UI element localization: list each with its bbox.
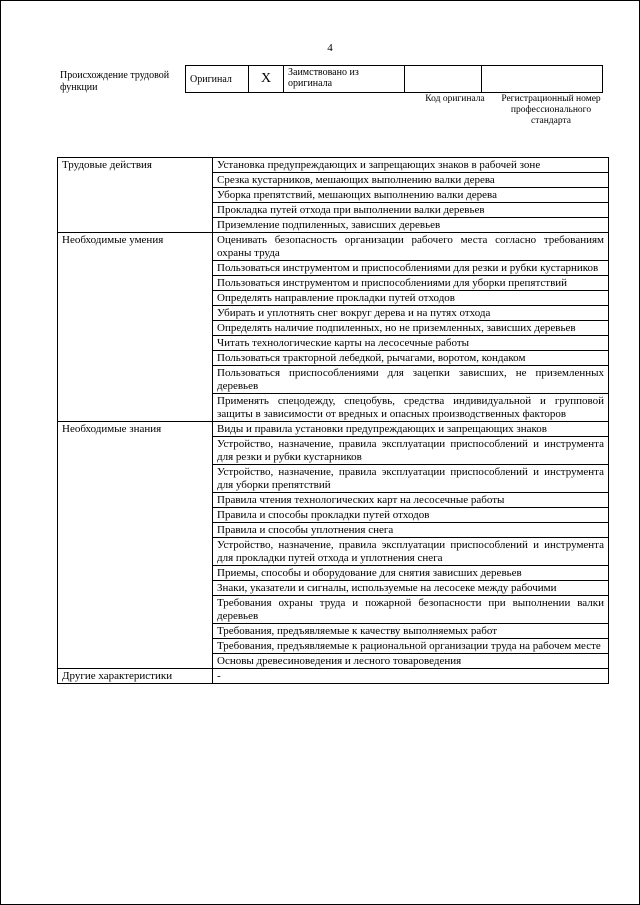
page-number: 4 (327, 42, 333, 54)
original-mark: X (249, 66, 284, 93)
table-row (58, 291, 609, 306)
section-item: Пользоваться инструментом и приспособлениями для резки и рубки кустарников (213, 261, 609, 276)
section-item: Пользоваться тракторной лебедкой, рычагами, воротом, кондаком (213, 351, 609, 366)
table-row (58, 261, 609, 276)
section-item: Требования охраны труда и пожарной безопасности при выполнении валки деревьев (213, 596, 609, 624)
table-row (58, 188, 609, 203)
borrowed-cell: Заимствовано из оригинала (284, 66, 405, 93)
section-title-spacer (58, 508, 213, 523)
labor-function-table (57, 157, 609, 684)
table-row (58, 276, 609, 291)
section-item: Срезка кустарников, мешающих выполнению валки дерева (213, 173, 609, 188)
table-row (58, 523, 609, 538)
section-title-spacer (58, 261, 213, 276)
section-title-spacer (58, 581, 213, 596)
table-row (58, 639, 609, 654)
section-title: Другие характеристики (58, 669, 213, 684)
section-item: Устройство, назначение, правила эксплуатации приспособлений и инструмента для уборки препятствий (213, 465, 609, 493)
section-item: Пользоваться приспособлениями для зацепки зависших, не приземленных деревьев (213, 366, 609, 394)
table-row (58, 437, 609, 465)
section-item: Приземление подпиленных, зависших деревьев (213, 218, 609, 233)
section-item: Установка предупреждающих и запрещающих знаков в рабочей зоне (213, 158, 609, 173)
section-item: Приемы, способы и оборудование для снятия зависших деревьев (213, 566, 609, 581)
section-title-spacer (58, 218, 213, 233)
section-title-spacer (58, 291, 213, 306)
section-item: Знаки, указатели и сигналы, используемые на лесосеке между рабочими (213, 581, 609, 596)
origin-table (185, 65, 603, 93)
table-row (58, 366, 609, 394)
section-title-spacer (58, 493, 213, 508)
table-row (58, 538, 609, 566)
section-title-spacer (58, 203, 213, 218)
table-row (58, 306, 609, 321)
section-title-spacer (58, 624, 213, 639)
section-title-spacer (58, 276, 213, 291)
section-title-spacer (58, 596, 213, 624)
code-cell (405, 66, 482, 93)
table-row (58, 493, 609, 508)
reg-number-note: Регистрационный номер профессионального стандарта (501, 94, 601, 126)
section-item: Виды и правила установки предупреждающих и запрещающих знаков (213, 422, 609, 437)
table-row (58, 173, 609, 188)
section-title-spacer (58, 366, 213, 394)
section-title: Необходимые умения (58, 233, 213, 261)
section-title-spacer (58, 188, 213, 203)
table-row (58, 351, 609, 366)
section-title-spacer (58, 465, 213, 493)
table-row (58, 465, 609, 493)
section-title-spacer (58, 523, 213, 538)
section-item: Читать технологические карты на лесосечные работы (213, 336, 609, 351)
section-item: Определять наличие подпиленных, но не приземленных, зависших деревьев (213, 321, 609, 336)
section-item: Определять направление прокладки путей отходов (213, 291, 609, 306)
code-note: Код оригинала (425, 94, 485, 104)
table-row (58, 596, 609, 624)
section-title: Трудовые действия (58, 158, 213, 173)
section-title-spacer (58, 173, 213, 188)
section-item: Прокладка путей отхода при выполнении валки деревьев (213, 203, 609, 218)
section-title: Необходимые знания (58, 422, 213, 437)
table-row (58, 669, 609, 684)
section-item: Убирать и уплотнять снег вокруг дерева и на путях отхода (213, 306, 609, 321)
table-row (58, 624, 609, 639)
table-row (58, 336, 609, 351)
table-row (58, 203, 609, 218)
table-row (58, 394, 609, 422)
section-item: Основы древесиноведения и лесного товароведения (213, 654, 609, 669)
section-title-spacer (58, 321, 213, 336)
section-item: Применять спецодежду, спецобувь, средства индивидуальной и групповой защиты в зависимости от вредных и опасных производственных факторов (213, 394, 609, 422)
table-row (58, 233, 609, 261)
section-title-spacer (58, 639, 213, 654)
section-item: Правила и способы уплотнения снега (213, 523, 609, 538)
origin-label: Происхождение трудовой функции (60, 70, 170, 93)
section-title-spacer (58, 306, 213, 321)
table-row (58, 218, 609, 233)
section-title-spacer (58, 566, 213, 581)
section-title-spacer (58, 394, 213, 422)
section-title-spacer (58, 336, 213, 351)
section-item: Уборка препятствий, мешающих выполнению валки дерева (213, 188, 609, 203)
table-row (58, 566, 609, 581)
table-row (58, 321, 609, 336)
section-title-spacer (58, 351, 213, 366)
section-item: Требования, предъявляемые к качеству выполняемых работ (213, 624, 609, 639)
section-title-spacer (58, 538, 213, 566)
section-title-spacer (58, 437, 213, 465)
section-item: Правила и способы прокладки путей отходов (213, 508, 609, 523)
section-item: Требования, предъявляемые к рациональной организации труда на рабочем месте (213, 639, 609, 654)
reg-number-cell (482, 66, 603, 93)
original-cell: Оригинал (186, 66, 249, 93)
table-row (58, 581, 609, 596)
section-item: Пользоваться инструментом и приспособлениями для уборки препятствий (213, 276, 609, 291)
section-item: Оценивать безопасность организации рабочего места согласно требованиям охраны труда (213, 233, 609, 261)
table-row (58, 654, 609, 669)
section-title-spacer (58, 654, 213, 669)
table-row (58, 422, 609, 437)
section-item: Правила чтения технологических карт на лесосечные работы (213, 493, 609, 508)
table-row (58, 508, 609, 523)
section-item: - (213, 669, 609, 684)
section-item: Устройство, назначение, правила эксплуатации приспособлений и инструмента для резки и рубки кустарников (213, 437, 609, 465)
section-item: Устройство, назначение, правила эксплуатации приспособлений и инструмента для прокладки путей отхода и уплотнения снега (213, 538, 609, 566)
table-row (58, 158, 609, 173)
